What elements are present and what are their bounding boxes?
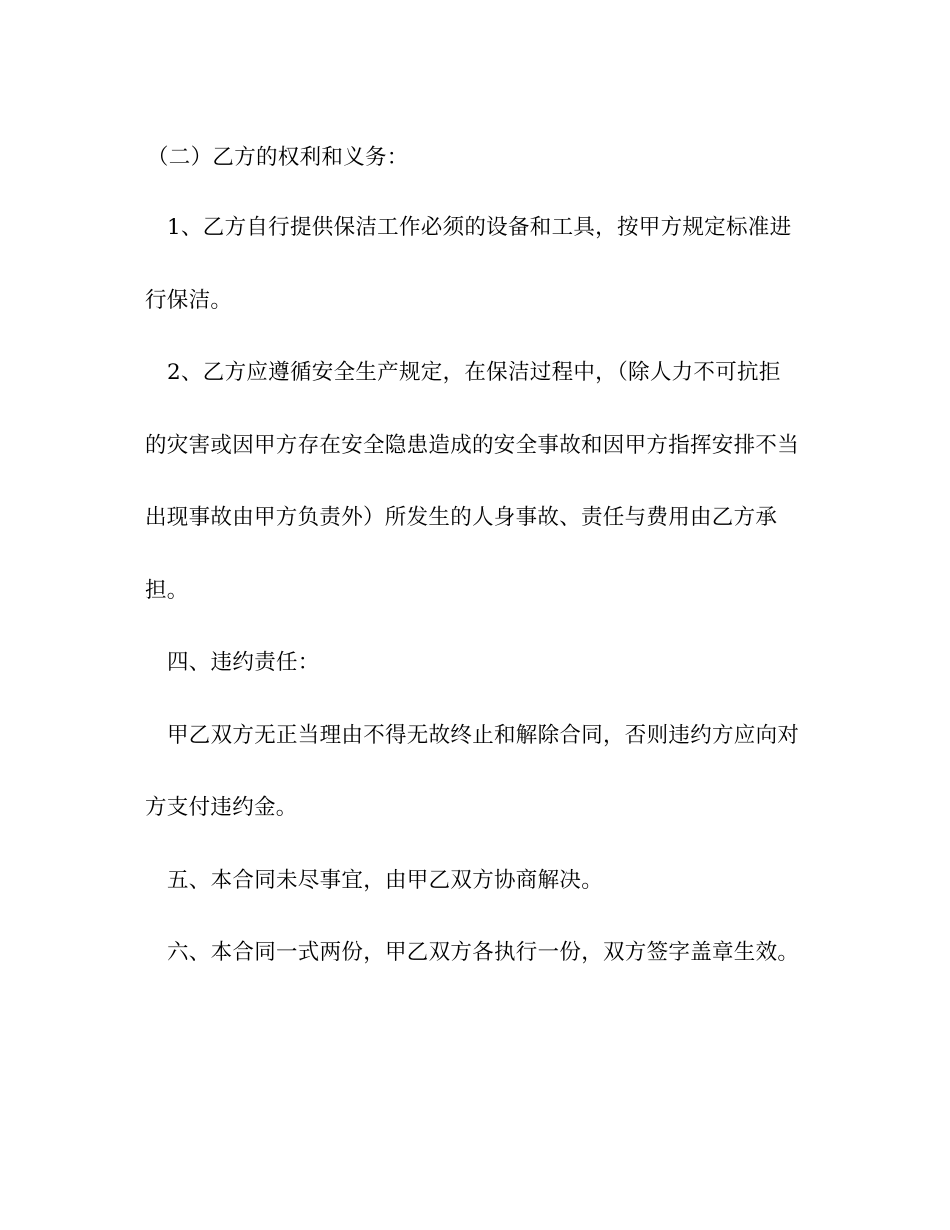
paragraph-line: 的灾害或因甲方存在安全隐患造成的安全事故和因甲方指挥安排不当 [145,433,800,458]
paragraph-line: 出现事故由甲方负责外）所发生的人身事故、责任与费用由乙方承 [145,505,778,530]
section-item-six: 六、本合同一式两份，甲乙双方各执行一份，双方签字盖章生效。 [167,940,800,965]
paragraph-line: 1、乙方自行提供保洁工作必须的设备和工具，按甲方规定标准进 [167,215,792,240]
paragraph-line: 方支付违约金。 [145,795,298,820]
paragraph-line: 担。 [145,578,189,603]
paragraph-line: 甲乙双方无正当理由不得无故终止和解除合同，否则违约方应向对 [167,723,800,748]
section-heading-party-b-rights: （二）乙方的权利和义务： [147,145,409,170]
paragraph-line: 行保洁。 [145,288,233,313]
paragraph-line: 2、乙方应遵循安全生产规定，在保洁过程中，（除人力不可抗拒 [167,360,781,385]
section-heading-breach-liability: 四、违约责任： [167,650,320,675]
section-item-five: 五、本合同未尽事宜，由甲乙双方协商解决。 [167,868,604,893]
